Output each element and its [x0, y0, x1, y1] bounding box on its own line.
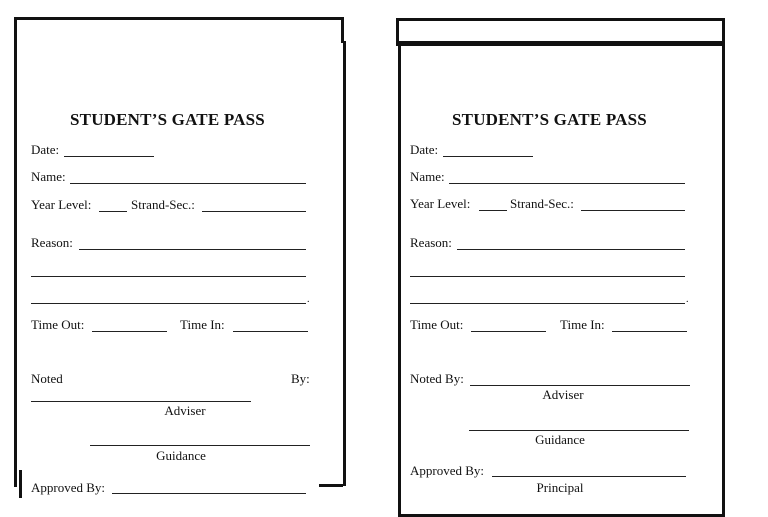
year-level-label: Year Level:	[31, 197, 92, 212]
principal-label: Principal	[536, 480, 584, 495]
strand-field-line[interactable]	[581, 210, 685, 211]
adviser-signature-line[interactable]	[31, 401, 251, 402]
approved-by-signature-line[interactable]	[492, 476, 686, 477]
strand-label: Strand-Sec.:	[131, 197, 195, 212]
noted-by-signature-line[interactable]	[470, 385, 690, 386]
reason-field-line-2[interactable]	[31, 276, 306, 277]
date-field-line[interactable]	[443, 156, 533, 157]
approved-by-signature-line[interactable]	[112, 493, 306, 494]
left-border-top	[14, 17, 344, 20]
strand-field-line[interactable]	[202, 211, 306, 212]
guidance-signature-line[interactable]	[469, 430, 689, 431]
noted-label: Noted	[31, 371, 63, 386]
guidance-label: Guidance	[535, 432, 585, 447]
time-in-field-line[interactable]	[612, 331, 687, 332]
name-label: Name:	[410, 169, 445, 184]
left-border-right	[341, 17, 344, 43]
left-border-left-lower	[19, 470, 22, 498]
date-label: Date:	[410, 142, 439, 157]
year-level-field-line[interactable]	[99, 211, 127, 212]
left-border-right-2	[343, 41, 346, 486]
guidance-label: Guidance	[156, 448, 206, 463]
time-in-label: Time In:	[560, 317, 605, 332]
strand-label: Strand-Sec.:	[510, 196, 574, 211]
left-border-left	[14, 17, 17, 487]
reason-field-line-3[interactable]	[31, 303, 306, 304]
year-level-label: Year Level:	[410, 196, 471, 211]
time-out-field-line[interactable]	[92, 331, 167, 332]
approved-by-label: Approved By:	[410, 463, 485, 478]
reason-field-line-1[interactable]	[79, 249, 306, 250]
noted-by-label: Noted By:	[410, 371, 464, 386]
gate-pass-title: STUDENT’S GATE PASS	[452, 110, 647, 129]
name-label: Name:	[31, 169, 66, 184]
reason-field-line-1[interactable]	[457, 249, 685, 250]
time-in-label: Time In:	[180, 317, 225, 332]
adviser-label: Adviser	[542, 387, 584, 402]
time-out-label: Time Out:	[410, 317, 464, 332]
time-in-field-line[interactable]	[233, 331, 308, 332]
left-border-bottom-stub	[319, 484, 343, 487]
reason-label: Reason:	[410, 235, 452, 250]
noted-by-label: By:	[291, 371, 310, 386]
reason-label: Reason:	[31, 235, 73, 250]
reason-period: .	[307, 294, 310, 305]
adviser-label: Adviser	[164, 403, 206, 418]
year-level-field-line[interactable]	[479, 210, 507, 211]
reason-field-line-3[interactable]	[410, 303, 685, 304]
name-field-line[interactable]	[449, 183, 685, 184]
guidance-signature-line[interactable]	[90, 445, 310, 446]
approved-by-label: Approved By:	[31, 480, 106, 495]
name-field-line[interactable]	[70, 183, 306, 184]
date-label: Date:	[31, 142, 60, 157]
gate-pass-title: STUDENT’S GATE PASS	[70, 110, 265, 129]
time-out-field-line[interactable]	[471, 331, 546, 332]
reason-period: .	[686, 294, 689, 305]
reason-field-line-2[interactable]	[410, 276, 685, 277]
time-out-label: Time Out:	[31, 317, 85, 332]
date-field-line[interactable]	[64, 156, 154, 157]
